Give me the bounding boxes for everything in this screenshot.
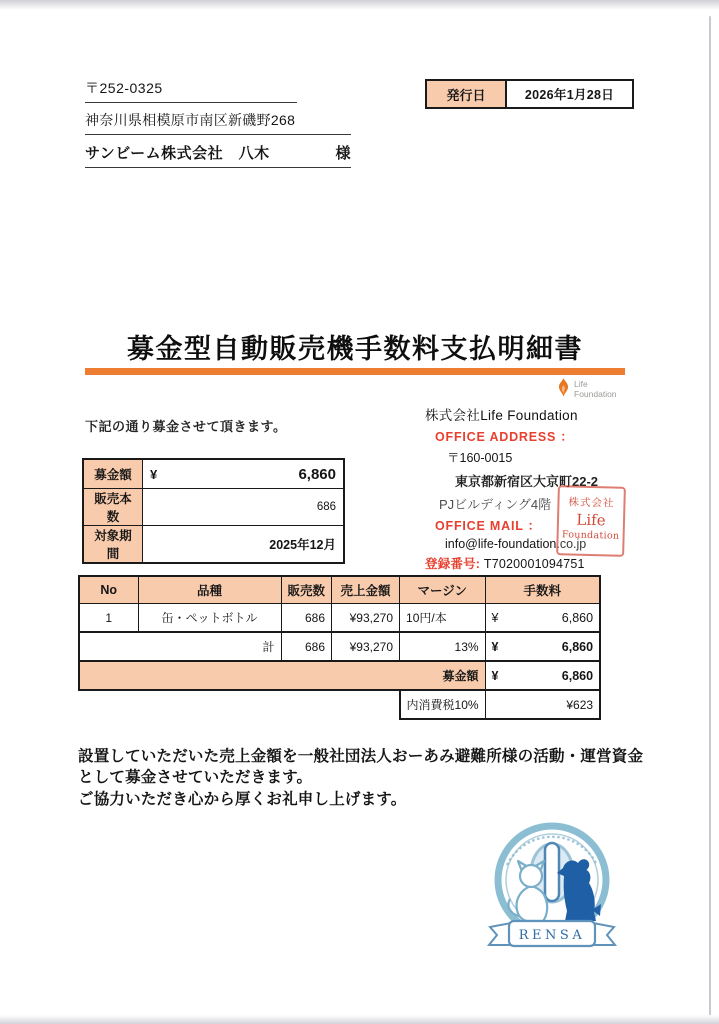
col-header-item: 品種 [138,576,281,604]
issuer-mail-address: info@life-foundation.co.jp [445,537,587,551]
donation-label: 募金額 [79,661,485,690]
scan-edge-top [0,0,719,10]
col-header-sales: 売上金額 [332,576,400,604]
total-label: 計 [79,632,281,661]
col-header-margin: マージン [400,576,486,604]
col-header-qty: 販売数 [281,576,332,604]
issuer-company-name: 株式会社Life Foundation [425,408,578,423]
recipient-block [85,78,351,175]
fee-total-row [79,632,600,661]
issuer-office-mail-label: OFFICE MAIL ： [435,519,541,533]
closing-sentence-1: 設置していただいた売上金額を一般社団法人おーあみ避難所様の活動・運営資金として募金させていただきます。 [78,748,644,787]
fee-breakdown-table [78,575,601,720]
summary-label-quantity: 販売本数 [83,489,143,526]
row-sales: ¥93,270 [332,604,400,633]
summary-donation-amount: 6,860 [298,465,336,483]
issuer-address-line1: 東京都新宿区大京町22-2 [455,474,599,489]
col-header-no: No [79,576,138,604]
table-row [83,459,344,489]
table-row [83,526,344,564]
fee-header-row [79,576,600,604]
issuer-registration-number: 登録番号: T7020001094751 [425,557,585,571]
table-row [79,604,600,633]
page-title: 募金型自動販売機手数料支払明細書 [127,334,583,364]
tax-value: ¥623 [485,690,600,719]
intro-text: 下記の通り募金させて頂きます。 [85,419,287,434]
summary-label-period: 対象期間 [83,526,143,564]
col-header-fee: 手数料 [485,576,600,604]
issue-date-box [425,79,634,109]
row-no: 1 [79,604,138,633]
rensa-wordmark: RENSA [518,928,586,943]
summary-donation-currency: ¥ [150,466,158,482]
total-sales: ¥93,270 [332,632,400,661]
row-item: 缶・ペットボトル [138,604,281,633]
donation-summary-table [82,458,345,564]
rensa-ribbon [489,921,615,946]
summary-period-value: 2025年12月 [143,526,345,564]
recipient-address: 神奈川県相模原市南区新磯野268 [85,110,351,135]
closing-sentence-2: ご協力いただき心から厚くお礼申し上げます。 [78,790,407,808]
fee-tax-row [79,690,600,719]
closing-message [78,746,654,810]
summary-quantity-value: 686 [143,489,345,526]
scan-edge-right [709,16,711,1020]
scan-edge-bottom [0,1015,719,1024]
issuer-postal-code: 〒160-0015 [447,451,513,465]
fee-donation-row [79,661,600,690]
donation-fee: ¥ 6,860 [485,661,600,690]
company-seal: 株式会社 Life Foundation [556,485,626,557]
recipient-postal-code: 〒252-0325 [85,78,297,103]
tax-label: 内消費税10% [400,690,486,719]
total-margin: 13% [400,632,486,661]
life-foundation-wordmark: Life Foundation [574,379,617,399]
total-fee: ¥ 6,860 [485,632,600,661]
recipient-company-line [85,142,351,168]
rensa-logo [477,818,627,968]
life-foundation-icon [556,377,571,403]
row-margin: 10円/本 [400,604,486,633]
summary-label-donation: 募金額 [83,459,143,489]
title-accent-rule [85,368,625,375]
row-fee: ¥ 6,860 [485,604,600,633]
issuer-office-address-label: OFFICE ADDRESS ： [435,430,574,444]
issue-date-value: 2026年1月28日 [524,88,615,102]
table-row [83,489,344,526]
row-qty: 686 [281,604,332,633]
issue-date-label: 発行日 [427,81,507,107]
life-foundation-logo [556,377,617,403]
recipient-company: サンビーム株式会社 八木 [85,145,270,162]
issuer-address-line2: PJビルディング4階 [439,497,552,512]
total-qty: 686 [281,632,332,661]
recipient-honorific: 様 [335,145,351,162]
